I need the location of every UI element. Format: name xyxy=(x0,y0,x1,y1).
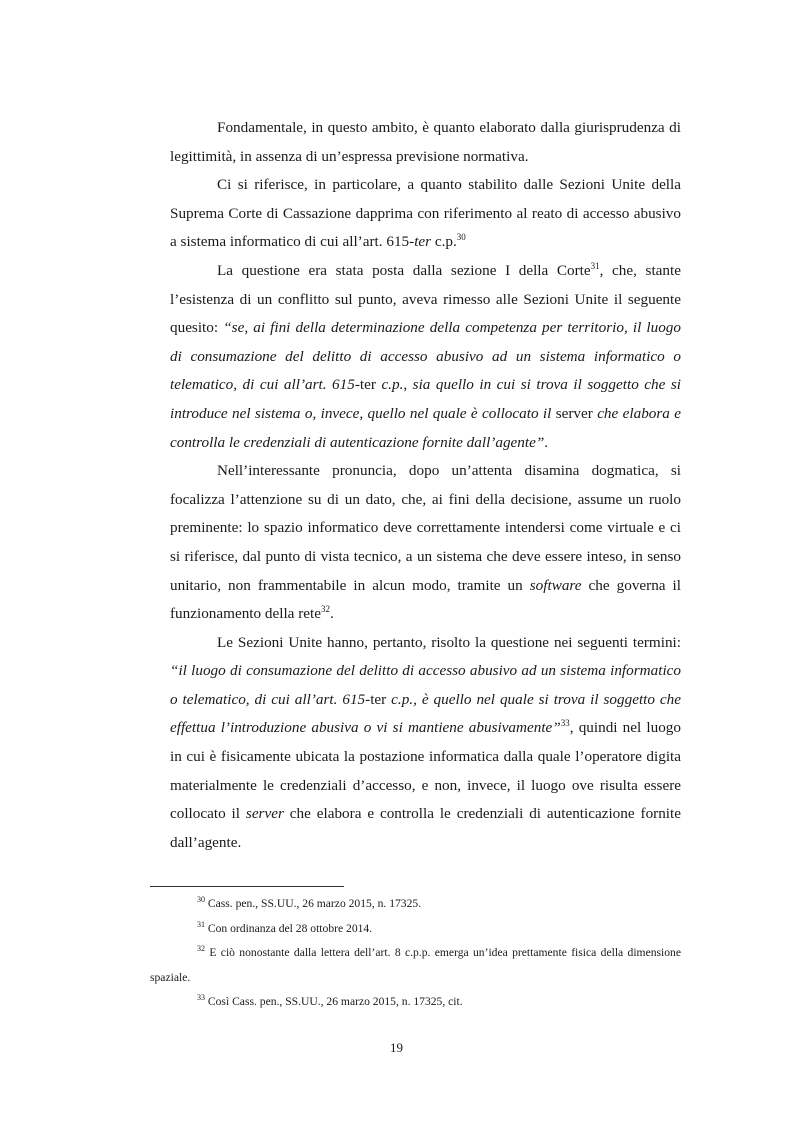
text-run: . xyxy=(544,433,549,451)
footnote-reference: 32 xyxy=(320,604,330,615)
italic-text-run: c.p., sia quello in cui si trova il soggetto che si introduce nel sistema o, invece, quello nel quale è collocato il xyxy=(170,376,682,422)
footnote-number: 30 xyxy=(197,895,205,904)
text-run: , quindi nel luogo in cui è fisicamente ubicata la postazione informatica dalla quale l’operatore digita materialmente le credenziali d’accesso, e non, invece, il luogo ove risulta essere collocato il xyxy=(170,719,681,823)
footnote-30 xyxy=(150,892,681,917)
text-run: Ci si riferisce, in particolare, a quanto stabilito dalle Sezioni Unite della Suprema Corte di Cassazione dapprima con riferimento al reato di accesso abusivo a sistema informatico di cui all’art. 615- xyxy=(170,176,681,251)
paragraph xyxy=(170,171,681,257)
footnote-text: Così Cass. pen., SS.UU., 26 marzo 2015, n. 17325, cit. xyxy=(207,995,463,1008)
footnote-number: 31 xyxy=(197,919,205,929)
italic-text-run: “se, ai fini della determinazione della competenza per territorio, il luogo di consumazione del delitto di accesso abusivo ad un sistema informatico o telematico, di cui all’art. 615- xyxy=(170,319,681,394)
footnote-reference: 33 xyxy=(560,718,570,729)
text-run: La questione era stata posta dalla sezione I della Corte xyxy=(217,261,591,279)
text-run: server xyxy=(555,404,593,422)
italic-text-run: server xyxy=(245,805,284,823)
text-run: Le Sezioni Unite hanno, pertanto, risolto la questione nei seguenti termini: xyxy=(217,633,681,651)
paragraph xyxy=(170,114,681,171)
footnote-number: 32 xyxy=(197,944,205,953)
italic-text-run: c.p., è quello nel quale si trova il soggetto che effettua l’introduzione abusiva o vi si mantiene abusivamente” xyxy=(170,690,682,737)
footnotes xyxy=(150,892,681,1015)
paragraph xyxy=(170,629,681,858)
text-run: ter xyxy=(359,376,376,394)
footnote-text: Con ordinanza del 28 ottobre 2014. xyxy=(207,921,373,935)
footnote-text: E ciò nonostante dalla lettera dell’art. 8 c.p.p. emerga un’idea prettamente fisica della dimensione spaziale. xyxy=(150,946,681,984)
text-run: Fondamentale, in questo ambito, è quanto elaborato dalla giurisprudenza di legittimità, in assenza di un’espressa previsione normativa. xyxy=(170,119,681,165)
text-run: che elabora e controlla le credenziali di autenticazione fornite dall’agente. xyxy=(170,805,681,851)
text-run: che governa il funzionamento della rete xyxy=(170,576,681,623)
footnote-32 xyxy=(150,941,681,990)
paragraph xyxy=(170,457,681,629)
footnote-reference: 31 xyxy=(590,260,600,271)
text-run: Nell’interessante pronuncia, dopo un’attenta disamina dogmatica, si focalizza l’attenzione su di un dato, che, ai fini della decisione, assume un ruolo preminente: lo spazio informatico deve correttamente intendersi come virtuale e ci si riferisce, dal punto di vista tecnico, a un sistema che deve essere inteso, in senso unitario, non frammentabile in alcun modo, tramite un xyxy=(170,462,681,594)
text-run: ter xyxy=(370,690,387,708)
italic-text-run: che elabora e controlla le credenziali di autenticazione fornite dall’agente” xyxy=(170,404,681,451)
footnote-31 xyxy=(150,917,681,942)
footnote-number: 33 xyxy=(197,993,205,1002)
italic-text-run: ter xyxy=(414,233,432,251)
text-run: . xyxy=(329,605,334,623)
body-text xyxy=(170,114,681,857)
footnote-33 xyxy=(150,990,681,1015)
text-run: , che, stante l’esistenza di un conflitto sul punto, aveva rimesso alle Sezioni Unite il seguente quesito: xyxy=(170,261,681,337)
footnote-text: Cass. pen., SS.UU., 26 marzo 2015, n. 17325. xyxy=(207,897,422,910)
footnote-separator xyxy=(150,886,344,887)
paragraph xyxy=(170,257,681,457)
text-run: c.p. xyxy=(431,233,457,251)
italic-text-run: “il luogo di consumazione del delitto di accesso abusivo ad un sistema informatico o telematico, di cui all’art. 615- xyxy=(170,662,681,708)
footnote-reference: 30 xyxy=(456,232,466,243)
italic-text-run: software xyxy=(529,576,582,594)
page-number: 19 xyxy=(390,1040,403,1055)
